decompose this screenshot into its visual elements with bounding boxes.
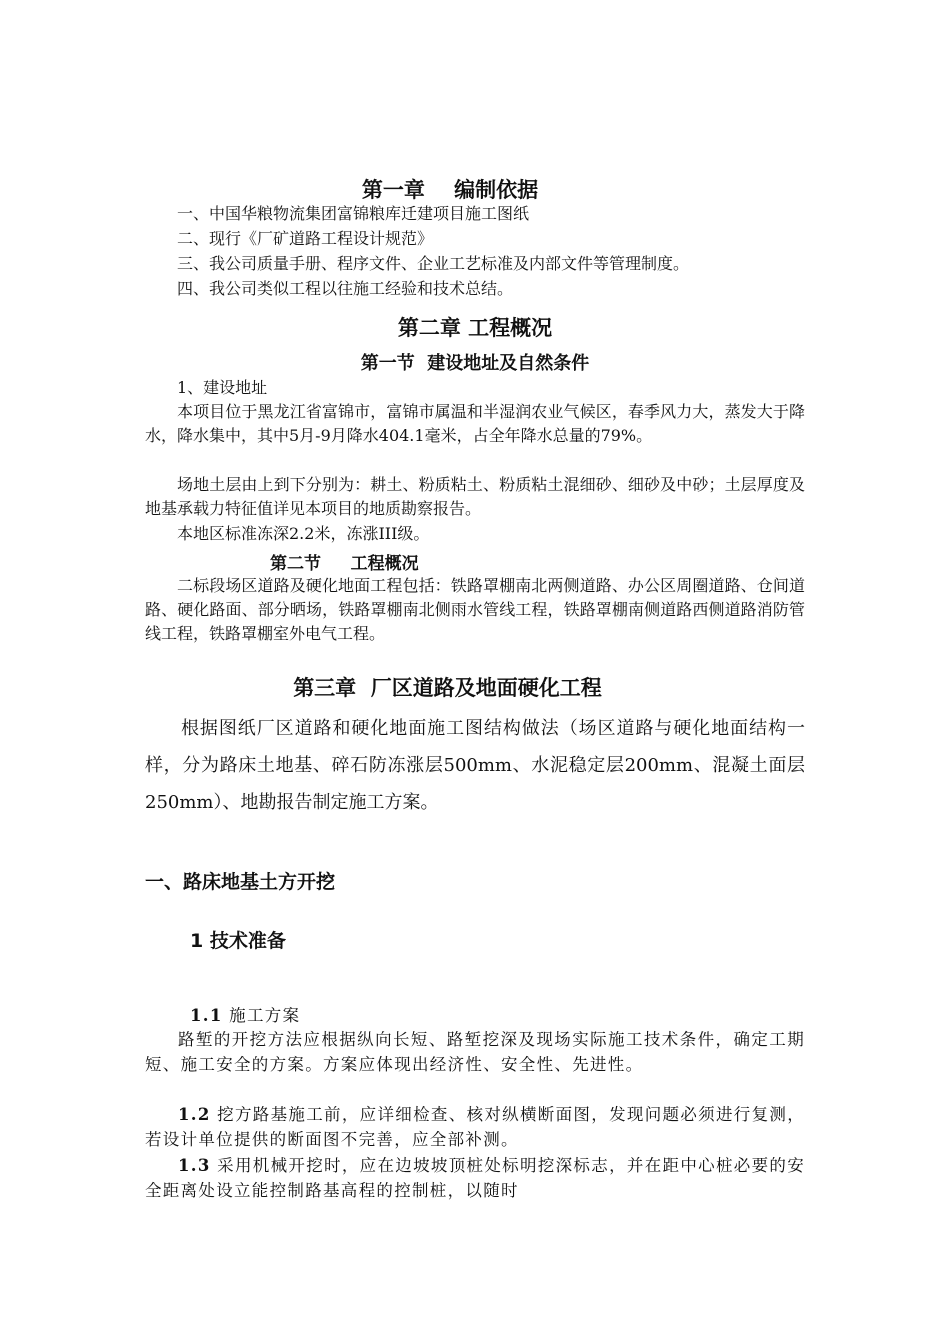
- item-text: 采用机械开挖时，应在边坡坡顶桩处标明挖深标志，并在距中心桩必要的安全距离处设立能控制路基高程的控制桩，以随时: [145, 1156, 805, 1200]
- section1-paragraph: 本项目位于黑龙江省富锦市，富锦市属温和半湿润农业气候区，春季风力大，蒸发大于降水，降水集中，其中5月-9月降水404.1毫米，占全年降水总量的79%。: [145, 402, 805, 445]
- chapter1-item: 三、我公司质量手册、程序文件、企业工艺标准及内部文件等管理制度。: [177, 254, 690, 273]
- item-number: 1.1: [190, 1006, 223, 1025]
- item-text: 挖方路基施工前，应详细检查、核对纵横断面图，发现问题必须进行复测，若设计单位提供的断面图不完善，应全部补测。: [145, 1105, 805, 1149]
- chapter1-item: 一、中国华粮物流集团富锦粮库迁建项目施工图纸: [177, 204, 530, 223]
- section1-paragraph: 场地土层由上到下分别为：耕土、粉质粘土、粉质粘土混细砂、细砂及中砂；土层厚度及地基承载力特征值详见本项目的地质勘察报告。: [145, 475, 805, 518]
- section2-paragraph: 二标段场区道路及硬化地面工程包括：铁路罩棚南北两侧道路、办公区周圈道路、仓间道路、硬化路面、部分晒场，铁路罩棚南北侧雨水管线工程，铁路罩棚南侧道路西侧道路消防管线工程，铁路罩棚室外电气工程。: [145, 576, 805, 643]
- item-heading: [190, 1003, 300, 1028]
- section1-title: 第一节 建设地址及自然条件: [360, 353, 590, 374]
- item-number: 1.2: [178, 1105, 211, 1124]
- section1-subheading: 1、建设地址: [177, 378, 268, 397]
- chapter3-title: 第三章 厂区道路及地面硬化工程: [293, 676, 602, 700]
- chapter1-item: 二、现行《厂矿道路工程设计规范》: [177, 229, 434, 248]
- sub1-title: 1 技术准备: [190, 930, 286, 952]
- chapter3-intro: 根据图纸厂区道路和硬化地面施工图结构做法（场区道路与硬化地面结构一样，分为路床土地基、碎石防冻涨层500mm、水泥稳定层200mm、混凝土面层250mm）、地勘报告制定施工方案。: [145, 718, 805, 813]
- part1-title: 一、路床地基土方开挖: [145, 871, 336, 893]
- section2-title: 第二节 工程概况: [270, 554, 419, 574]
- item-paragraph: [145, 1153, 805, 1203]
- chapter1-title: 第一章 编制依据: [361, 178, 539, 202]
- item-heading-text: 施工方案: [229, 1006, 301, 1025]
- item-number: 1.3: [178, 1156, 211, 1175]
- item-paragraph: 路堑的开挖方法应根据纵向长短、路堑挖深及现场实际施工技术条件，确定工期短、施工安全的方案。方案应体现出经济性、安全性、先进性。: [145, 1030, 805, 1074]
- section1-paragraph: 本地区标准冻深2.2米，冻涨III级。: [177, 524, 430, 543]
- chapter2-title: 第二章 工程概况: [397, 316, 553, 340]
- item-paragraph: [145, 1102, 805, 1152]
- chapter1-item: 四、我公司类似工程以往施工经验和技术总结。: [177, 279, 514, 298]
